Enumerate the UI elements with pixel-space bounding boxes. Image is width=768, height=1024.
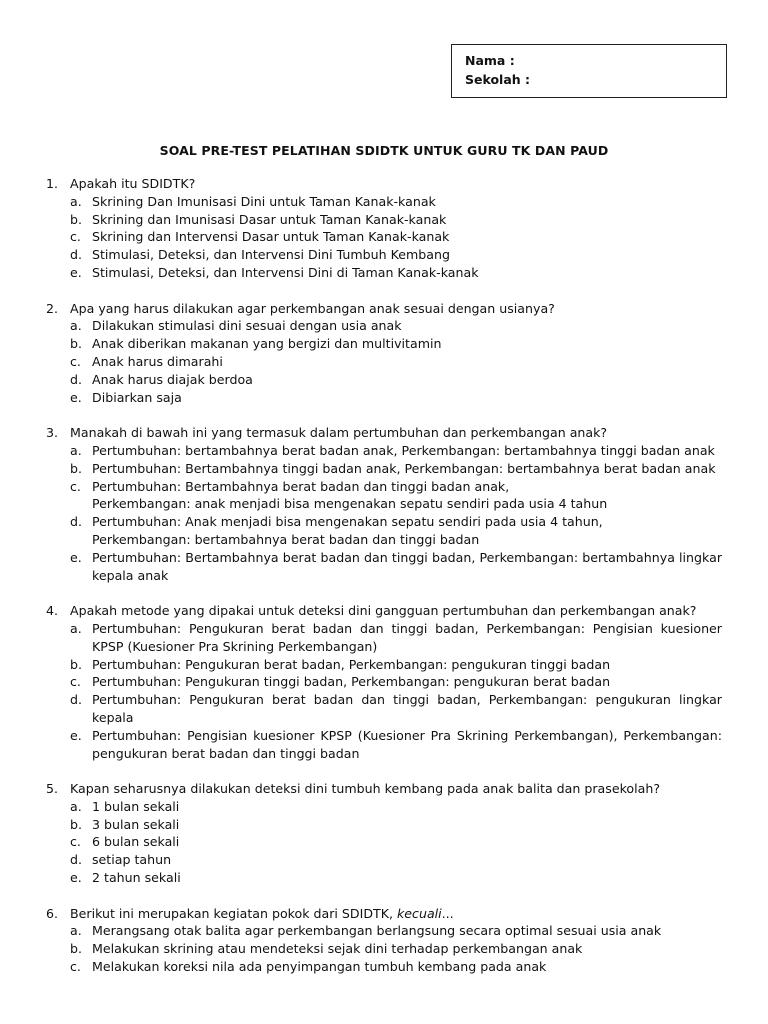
option-text — [92, 549, 722, 585]
question-text-main: Apakah itu SDIDTK? — [70, 176, 196, 191]
option-text — [92, 958, 722, 976]
question-text — [70, 175, 722, 193]
question-list — [46, 175, 722, 994]
option-letter: e. — [70, 389, 82, 405]
option-text — [92, 727, 722, 763]
option-text — [92, 228, 722, 246]
option-letter: e. — [70, 727, 82, 743]
option-text — [92, 193, 722, 211]
option-a — [46, 620, 722, 656]
option-letter: b. — [70, 336, 82, 352]
question-5 — [46, 780, 722, 887]
option-text — [92, 869, 722, 887]
option-text-line: Stimulasi, Deteksi, dan Intervensi Dini di Taman Kanak-kanak — [92, 264, 479, 280]
option-text-line-2: Perkembangan: bertambahnya berat badan dan tinggi badan — [92, 531, 480, 547]
option-text — [92, 656, 722, 674]
option-text-line: Pertumbuhan: Anak menjadi bisa mengenakan sepatu sendiri pada usia 4 tahun, — [92, 514, 603, 530]
option-letter: d. — [70, 692, 82, 708]
option-d — [46, 691, 722, 727]
option-text — [92, 816, 722, 834]
option-text — [92, 513, 722, 549]
option-text-line: 2 tahun sekali — [92, 870, 181, 886]
option-b — [46, 211, 722, 229]
option-text — [92, 335, 722, 353]
option-b — [46, 940, 722, 958]
question-text-italic: kecuali — [397, 905, 442, 921]
option-text-line: 6 bulan sekali — [92, 834, 180, 850]
option-text — [92, 620, 722, 656]
option-text-line: Dibiarkan saja — [92, 389, 182, 405]
option-text — [92, 833, 722, 851]
option-c — [46, 228, 722, 246]
option-text — [92, 264, 722, 282]
option-text-line: Pertumbuhan: Pengukuran berat badan, Perkembangan: pengukuran tinggi badan — [92, 656, 611, 672]
question-text-main: Manakah di bawah ini yang termasuk dalam pertumbuhan dan perkembangan anak? — [70, 425, 608, 441]
option-b — [46, 460, 722, 478]
question-text — [70, 602, 722, 620]
option-c — [46, 958, 722, 976]
option-text-line: Anak diberikan makanan yang bergizi dan multivitamin — [92, 336, 442, 352]
option-letter: d. — [70, 247, 82, 263]
option-letter: c. — [70, 229, 81, 245]
option-letter: a. — [70, 193, 82, 209]
option-c — [46, 673, 722, 691]
option-text-line: Merangsang otak balita agar perkembangan berlangsung secara optimal sesuai usia anak — [92, 923, 662, 939]
option-text-line: Dilakukan stimulasi dini sesuai dengan usia anak — [92, 318, 402, 334]
option-text — [92, 460, 722, 478]
option-letter: c. — [70, 674, 81, 690]
option-d — [46, 371, 722, 389]
option-c — [46, 478, 722, 514]
option-text-line: Pertumbuhan: Bertambahnya berat badan dan tinggi badan anak, — [92, 478, 510, 494]
option-letter: e. — [70, 870, 82, 886]
option-text-line: 3 bulan sekali — [92, 816, 180, 832]
option-text — [92, 798, 722, 816]
page-title: SOAL PRE-TEST PELATIHAN SDIDTK UNTUK GURU TK DAN PAUD — [159, 143, 609, 158]
option-letter: b. — [70, 816, 82, 832]
option-text — [92, 922, 722, 940]
question-number: 2. — [46, 300, 59, 316]
option-letter: d. — [70, 371, 82, 387]
option-letter: a. — [70, 318, 82, 334]
option-text-line: Anak harus dimarahi — [92, 353, 223, 369]
option-letter: a. — [70, 798, 82, 814]
question-text — [70, 300, 722, 318]
option-text-line: Pertumbuhan: Bertambahnya berat badan dan tinggi badan, Perkembangan: bertambahnya lingkar kepala anak — [92, 549, 722, 583]
option-a — [46, 922, 722, 940]
option-text-line: Pertumbuhan: Pengisian kuesioner KPSP (Kuesioner Pra Skrining Perkembangan), Perkembangan: pengukuran berat badan dan tinggi badan — [92, 727, 722, 761]
question-number: 5. — [46, 781, 59, 797]
option-text-line: Pertumbuhan: Bertambahnya tinggi badan anak, Perkembangan: bertambahnya berat badan anak — [92, 460, 716, 476]
option-d — [46, 246, 722, 264]
option-b — [46, 816, 722, 834]
option-a — [46, 442, 722, 460]
question-4 — [46, 602, 722, 762]
option-letter: b. — [70, 460, 82, 476]
option-letter: c. — [70, 959, 81, 975]
option-text-line-2: Perkembangan: anak menjadi bisa mengenakan sepatu sendiri pada usia 4 tahun — [92, 496, 608, 512]
option-letter: a. — [70, 620, 82, 636]
option-text-line: Pertumbuhan: Pengukuran berat badan dan tinggi badan, Perkembangan: Pengisian kuesioner KPSP (Kuesioner Pra Skrining Perkembangan) — [92, 620, 722, 654]
option-text-line: Pertumbuhan: bertambahnya berat badan anak, Perkembangan: bertambahnya tinggi badan anak — [92, 442, 715, 458]
question-2 — [46, 300, 722, 407]
option-letter: b. — [70, 211, 82, 227]
question-number: 1. — [46, 176, 59, 191]
option-b — [46, 656, 722, 674]
option-text — [92, 478, 722, 514]
question-text-end: ... — [441, 905, 454, 921]
option-e — [46, 264, 722, 282]
school-label: Sekolah : — [465, 72, 531, 87]
question-text-main: Apa yang harus dilakukan agar perkembangan anak sesuai dengan usianya? — [70, 300, 555, 316]
question-6 — [46, 905, 722, 976]
question-text — [70, 780, 722, 798]
option-letter: a. — [70, 442, 82, 458]
option-letter: c. — [70, 353, 81, 369]
question-3 — [46, 424, 722, 584]
question-text-main: Apakah metode yang dipakai untuk deteksi dini gangguan pertumbuhan dan perkembangan anak? — [70, 603, 697, 619]
option-text — [92, 442, 722, 460]
option-text-line: Skrining Dan Imunisasi Dini untuk Taman Kanak-kanak — [92, 193, 436, 209]
question-text-main: Kapan seharusnya dilakukan deteksi dini tumbuh kembang pada anak balita dan prasekolah? — [70, 781, 660, 797]
option-text — [92, 940, 722, 958]
option-text-line: Skrining dan Intervensi Dasar untuk Taman Kanak-kanak — [92, 229, 450, 245]
option-text — [92, 851, 722, 869]
option-c — [46, 833, 722, 851]
option-text-line: Anak harus diajak berdoa — [92, 371, 253, 387]
option-text-line: Stimulasi, Deteksi, dan Intervensi Dini Tumbuh Kembang — [92, 247, 450, 263]
option-letter: c. — [70, 834, 81, 850]
option-a — [46, 193, 722, 211]
question-text-main: Berikut ini merupakan kegiatan pokok dari SDIDTK, — [70, 905, 393, 921]
option-e — [46, 549, 722, 585]
question-text — [70, 424, 722, 442]
identity-box — [451, 44, 727, 98]
option-text-line: Skrining dan Imunisasi Dasar untuk Taman Kanak-kanak — [92, 211, 447, 227]
question-text — [70, 905, 722, 923]
option-e — [46, 727, 722, 763]
option-text — [92, 353, 722, 371]
option-letter: b. — [70, 656, 82, 672]
option-letter: e. — [70, 264, 82, 280]
option-letter: c. — [70, 478, 81, 494]
option-letter: b. — [70, 941, 82, 957]
option-text-line: Melakukan skrining atau mendeteksi sejak dini terhadap perkembangan anak — [92, 941, 583, 957]
option-c — [46, 353, 722, 371]
option-text-line: 1 bulan sekali — [92, 798, 180, 814]
option-a — [46, 798, 722, 816]
option-d — [46, 513, 722, 549]
option-e — [46, 869, 722, 887]
option-text — [92, 389, 722, 407]
option-letter: d. — [70, 514, 82, 530]
name-label: Nama : — [465, 53, 515, 68]
option-text — [92, 673, 722, 691]
option-text — [92, 691, 722, 727]
option-letter: a. — [70, 923, 82, 939]
option-text — [92, 371, 722, 389]
question-number: 3. — [46, 425, 59, 441]
option-text-line: Melakukan koreksi nila ada penyimpangan tumbuh kembang pada anak — [92, 959, 547, 975]
option-e — [46, 389, 722, 407]
option-text-line: setiap tahun — [92, 852, 172, 868]
option-text-line: Pertumbuhan: Pengukuran tinggi badan, Perkembangan: pengukuran berat badan — [92, 674, 611, 690]
option-a — [46, 317, 722, 335]
option-text — [92, 317, 722, 335]
option-letter: d. — [70, 852, 82, 868]
option-text — [92, 211, 722, 229]
question-number: 4. — [46, 603, 59, 619]
question-number: 6. — [46, 905, 59, 921]
option-letter: e. — [70, 549, 82, 565]
option-text-line: Pertumbuhan: Pengukuran berat badan dan tinggi badan, Perkembangan: pengukuran lingkar kepala — [92, 692, 722, 725]
option-text — [92, 246, 722, 264]
option-b — [46, 335, 722, 353]
question-1 — [46, 175, 722, 282]
option-d — [46, 851, 722, 869]
